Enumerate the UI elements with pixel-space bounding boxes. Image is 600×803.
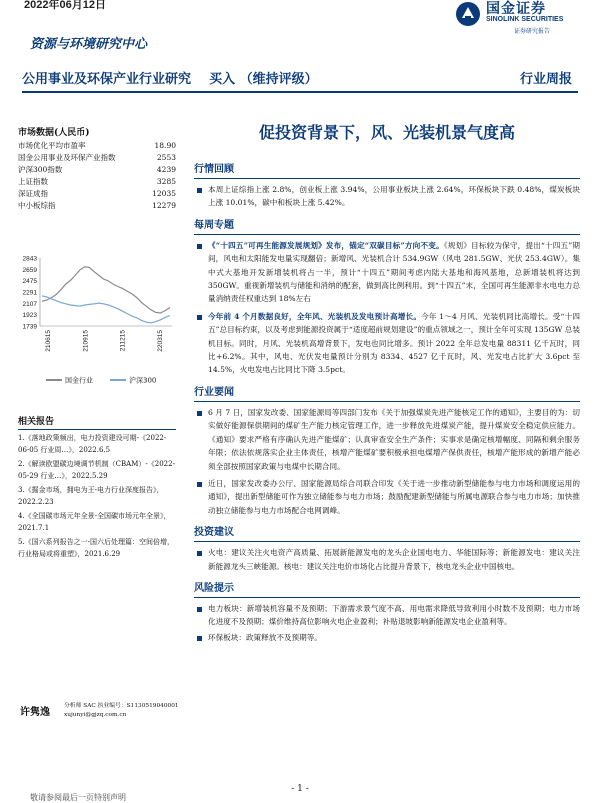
y-tick-label: 2659 [22, 266, 37, 274]
market-data-row: 中小板综指 12279 [18, 201, 176, 210]
index-line-chart [16, 252, 178, 392]
analyst-name: 许隽逸 [20, 707, 50, 718]
market-data-row: 深证成指 12035 [18, 189, 176, 198]
analyst-license: 分析师 SAC 执业编号：S1130519040001 [64, 703, 179, 709]
risk-paragraph-2: 环保板块：政策释放不及预期等。 [194, 631, 580, 644]
related-report-item[interactable]: 4.《全国碳市场元年全景-全国碳市场元年全景》，2021.7.1 [18, 512, 171, 532]
market-data-row: 国金公用事业及环保产业指数 2553 [18, 153, 176, 162]
market-data-row: 沪深300指数 4239 [18, 165, 176, 174]
related-report-item[interactable]: 5.《国六系列报告之一-国六后处理篇：空间倍增，行业格局或将重塑》，2021.6.29 [18, 538, 175, 558]
topic-1-lead: 《“十四五”可再生能源发展规划》发布，锚定“双碳目标”方向不变。 [208, 240, 444, 250]
page-number: - 1 - [291, 784, 309, 794]
section-divider [194, 234, 580, 235]
x-tick-label: 220315 [157, 330, 164, 352]
risk-paragraph-1: 电力板块：新增装机容量不及预期；下游需求景气度不高、用电需求降低导致利用小时数不及预期；电力市场化进度不及预期；煤价维持高位影响火电企业盈利；补贴退坡影响新能源发电企业盈利等。 [194, 602, 580, 629]
market-data-row: 上证指数 3285 [18, 177, 176, 186]
x-tick-label: 210915 [82, 330, 90, 352]
section-title-topics: 每周专题 [194, 219, 234, 231]
advice-paragraph: 火电：建议关注火电资产高质量、拓展新能源发电的龙头企业国电电力、华能国际等；新能源发电：建议关注新能源龙头三峡能源。核电：建议关注电价市场化占比提升背景下，核电龙头企业中国核电。 [194, 546, 580, 573]
related-reports-title: 相关报告 [18, 417, 55, 427]
news-paragraph-1: 6 月 7 日，国家发改委、国家能源局等四部门发布《关于加强煤炭先进产能核定工作的通知》，主要目的为：切实做好能源保供期间的煤矿生产能力核定管理工作，进一步释放先进煤炭产能，提升煤炭安全稳定供应能力。《通知》要求严格有序确认先进产能煤矿；认真审查安全生产条件；实事求是确定核增幅度、同隔和剩余服务年限；依法依规落实企业主体责任，核增产能煤矿要积极承担电煤增产保供责任，核增产能形成的新增产能必须全部按照国家政策与电煤中长期合同。 [194, 406, 580, 473]
company-logo [454, 0, 594, 40]
header-divider [22, 91, 578, 93]
research-center: 资源与环境研究中心 [30, 37, 148, 52]
related-report-item[interactable]: 1.《落地政策频出，电力投资建设可期-《2022-06-05 行业周…》，2022.6.5 [18, 434, 167, 454]
analyst-email[interactable]: xujunyi@gjzq.com.cn [64, 712, 127, 718]
related-reports-divider [18, 429, 176, 430]
market-data-row: 市场优化平均市盈率 18.90 [18, 141, 176, 150]
x-tick-label: 210615 [45, 330, 52, 352]
section-divider [194, 597, 580, 598]
y-tick-label: 2843 [22, 255, 37, 263]
industry-rating-title: 公用事业及环保产业行业研究 买入 （维持评级） [22, 72, 318, 87]
logo-english: SINOLINK SECURITIES [486, 16, 564, 23]
y-tick-label: 2475 [22, 278, 37, 286]
section-title-risk: 风险提示 [194, 582, 234, 594]
report-headline: 促投资背景下，风、光装机景气度高 [258, 123, 515, 142]
report-type: 行业周报 [519, 72, 572, 87]
logo-subtitle: 证券研究报告 [514, 28, 551, 35]
section-title-news: 行业要闻 [194, 386, 234, 398]
legend-label: 国金行业 [65, 376, 93, 385]
topic-2-lead: 今年前 4 个月数据良好，全年风、光装机及发电预计高增长。 [208, 311, 422, 321]
disclaimer-note: 敬请参阅最后一页特别声明 [30, 793, 126, 802]
y-tick-label: 2107 [22, 300, 37, 308]
section-title-advice: 投资建议 [194, 527, 234, 539]
section-title-review: 行情回顾 [194, 164, 234, 175]
series-line-1 [42, 267, 170, 313]
topic-paragraph-2: 今年前 4 个月数据良好，全年风、光装机及发电预计高增长。今年 1～4 月风、光装机同比高增长。受“十四五”总目标约束，以及考虑到能源投资属于“适度超前规划建设”的重点领域之一，预计全年可实现 135GW 总装机目标。同时，月风、光装机高增背景下，发电也同比增多。预计 2022 全年总发电量 88311 亿千瓦时，同比+6.2%。其中，风电、光伏发电量预计分别为 8334、4527 亿千瓦时，风、光发电占比扩大 3.6pct 至 14.5%，火电发电占比同比下降 3.5pct。 [194, 310, 580, 377]
y-tick-label: 2291 [22, 289, 37, 297]
section-divider [194, 401, 580, 402]
logo-chinese: 国金证券 [486, 1, 546, 17]
main-content [194, 160, 580, 644]
report-date: 2022年06月12日 [24, 0, 106, 11]
y-tick-label: 1923 [22, 312, 37, 320]
y-tick-label: 1739 [22, 323, 37, 331]
market-data-panel [18, 125, 176, 212]
x-tick-label: 211215 [119, 330, 127, 352]
related-report-item[interactable]: 2.《解读欧盟碳边境调节机制（CBAM）-《2022-05-29 行业…》，2022.5.29 [18, 460, 175, 480]
analyst-info [64, 702, 179, 720]
section-divider [194, 178, 580, 179]
related-report-item[interactable]: 3.《掘金市场，拥电为王-电力行业深度报告》，2022.2.23 [18, 486, 164, 506]
logo-mark-icon [454, 0, 482, 28]
market-data-title: 市场数据(人民币) [18, 128, 90, 138]
legend-label: 沪深300 [129, 376, 157, 385]
topic-paragraph-1: 《“十四五”可再生能源发展规划》发布，锚定“双碳目标”方向不变。《规划》目标较为保守，提出“十四五”期间，风电和太阳能发电量实现翻倍；新增风、光装机合计 534.9GW（风电 281.5GW、光伏 253.4GW）。集中式大基地开发新增装机将占一半，预计“十四五”期间考虑内陆大基地和海风基地，总新增装机将达到 350GW。重视新增装机与储能和消纳的配套，做到高比例利用。到“十四五”末，全国可再生能源非水电电力总量消纳责任权重达到 18%左右 [194, 239, 580, 306]
review-paragraph: 本周上证综指上涨 2.8%，创业板上涨 3.94%，公用事业板块上涨 2.64%，环保板块下跌 0.48%，煤炭板块上涨 10.01%，碳中和板块上涨 5.42%。 [194, 183, 580, 210]
section-divider [194, 541, 580, 542]
news-paragraph-2: 近日，国家发改委办公厅、国家能源局综合司联合印发《关于进一步推动新型储能参与电力市场和调度运用的通知》，提出新型储能可作为独立储能参与电力市场；鼓励配建新型储能与所属电源联合参与电力市场；加快推动独立储能参与电力市场配合电网调峰。 [194, 477, 580, 517]
related-reports-panel [18, 414, 176, 560]
